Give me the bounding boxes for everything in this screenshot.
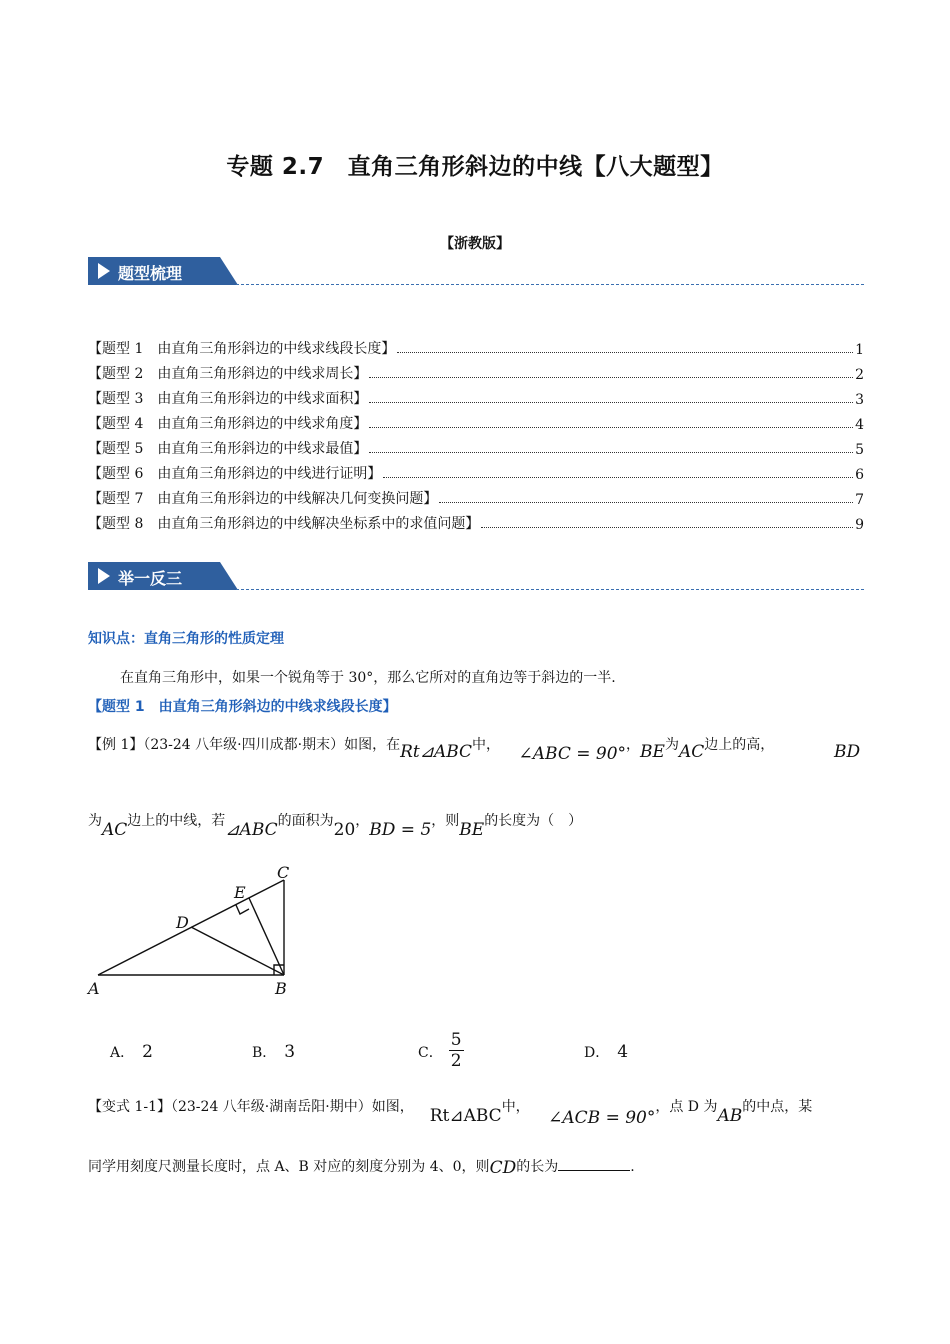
toc-leader [369,427,853,428]
label-c: C [277,863,290,882]
text: 边上的中线，若 [127,813,226,829]
banner-label: 题型梳理 [118,264,183,283]
option-letter: B． [252,1045,277,1061]
math-ac: AC [678,742,705,762]
math-angle-abc: ∠ABC = 90° [518,744,627,764]
math-bd-eq: BD = 5 [369,820,432,840]
text: ， [355,813,370,829]
label-b: B [275,979,287,998]
option-letter: A． [110,1045,135,1061]
math-cd: CD [489,1158,517,1178]
option-value: 2 [142,1042,153,1062]
toc-page-number: 7 [855,492,864,508]
option-value: 4 [617,1042,629,1062]
toc-item-label: 【题型 5 由直角三角形斜边的中线求最值】 [88,441,368,457]
text: 的长度为（ ） [484,813,583,829]
toc-leader [369,377,853,378]
practice-banner [88,562,864,592]
option-d[interactable] [584,1042,628,1062]
text: ，则 [431,813,460,829]
toc-page-number: 1 [855,342,864,358]
text: 为 [664,737,679,753]
knowledge-point-title: 知识点：直角三角形的性质定理 [88,631,284,647]
toc-banner-tab [88,257,238,285]
toc-page-number: 4 [855,417,864,433]
play-arrow-icon [98,568,110,584]
toc-item[interactable] [88,458,864,483]
toc-item-label: 【题型 6 由直角三角形斜边的中线进行证明】 [88,466,382,482]
toc-item-label: 【题型 8 由直角三角形斜边的中线解决坐标系中的求值问题】 [88,516,480,532]
math-be: BE [459,820,485,840]
toc-item-label: 【题型 3 由直角三角形斜边的中线求面积】 [88,391,368,407]
text: ， [626,737,641,753]
toc-item[interactable] [88,508,864,533]
banner-label: 举一反三 [118,569,183,588]
math-ab: AB [717,1106,743,1126]
banner-divider [236,284,864,285]
toc-page-number: 3 [855,392,864,408]
math-ac: AC [102,820,128,840]
toc-item[interactable] [88,433,864,458]
toc-page-number: 9 [855,517,864,533]
toc-page-number: 2 [855,367,864,383]
option-c[interactable] [418,1030,464,1071]
math-triangle-abc: ⊿ABC [225,820,278,840]
toc-item-label: 【题型 7 由直角三角形斜边的中线解决几何变换问题】 [88,491,438,507]
toc-item[interactable] [88,408,864,433]
toc-item-label: 【题型 1 由直角三角形斜边的中线求线段长度】 [88,341,396,357]
option-value: 3 [284,1042,296,1062]
toc-item[interactable] [88,483,864,508]
table-of-contents [88,333,864,533]
fraction-denominator: 2 [450,1051,462,1071]
banner-divider [236,589,864,590]
answer-blank[interactable] [558,1170,630,1171]
text: 中， [501,1099,530,1115]
text: 的中点，某 [742,1099,813,1115]
right-angle-mark-e [236,905,249,914]
math-be: BE [640,742,665,762]
toc-leader [369,452,853,453]
option-b[interactable] [252,1042,295,1062]
toc-item[interactable] [88,358,864,383]
option-letter: D． [584,1045,610,1061]
triangle-figure [84,860,304,1000]
text: 同学用刻度尺测量长度时，点 A、B 对应的刻度分别为 4、0，则 [88,1159,490,1175]
edition-label: 【浙教版】 [440,236,510,252]
type1-heading: 【题型 1 由直角三角形斜边的中线求线段长度】 [88,699,397,715]
math-rt-abc: Rt⊿ABC [400,742,473,762]
text: . [630,1159,635,1175]
variant1-line2 [88,1156,635,1176]
math-area-value: 20 [333,820,356,840]
text: 中， [472,737,501,753]
variant1-prefix: 【变式 1-1】（23-24 八年级·湖南岳阳·期中）如图， [88,1099,414,1115]
example1-line1 [88,734,775,764]
example1-line2 [88,810,583,840]
math-angle-acb: ∠ACB = 90° [548,1108,656,1128]
toc-item-label: 【题型 2 由直角三角形斜边的中线求周长】 [88,366,368,382]
text: 的长为 [516,1159,559,1175]
option-fraction [449,1030,464,1071]
toc-leader [369,402,853,403]
toc-leader [383,477,853,478]
text: 为 [88,813,102,829]
variant1-line1 [88,1096,813,1128]
segment-bd [191,927,284,975]
label-a: A [88,979,100,998]
answer-options [110,1030,810,1076]
toc-item[interactable] [88,383,864,408]
text: 边上的高， [704,737,775,753]
practice-banner-tab [88,562,238,590]
segment-be [249,898,284,975]
toc-item-label: 【题型 4 由直角三角形斜边的中线求角度】 [88,416,368,432]
text: ，点 D 为 [655,1099,718,1115]
toc-page-number: 5 [855,442,864,458]
example1-prefix: 【例 1】（23-24 八年级·四川成都·期末）如图，在 [88,737,401,753]
toc-page-number: 6 [855,467,864,483]
text: 的面积为 [277,813,334,829]
play-arrow-icon [98,263,110,279]
toc-leader [481,527,853,528]
knowledge-point-text: 在直角三角形中，如果一个锐角等于 30°，那么它所对的直角边等于斜边的一半. [120,670,616,686]
math-bd: BD [834,742,861,762]
toc-leader [397,352,853,353]
toc-leader [439,502,853,503]
fraction-numerator: 5 [450,1030,462,1050]
example1-bd [834,742,860,762]
math-rt-abc: Rt⊿ABC [429,1106,502,1126]
option-letter: C． [418,1044,443,1061]
document-title: 专题 2.7 直角三角形斜边的中线【八大题型】 [226,154,724,180]
label-d: D [176,913,189,932]
toc-banner [88,257,864,287]
toc-item[interactable] [88,333,864,358]
label-e: E [234,883,246,902]
option-a[interactable] [110,1042,153,1062]
